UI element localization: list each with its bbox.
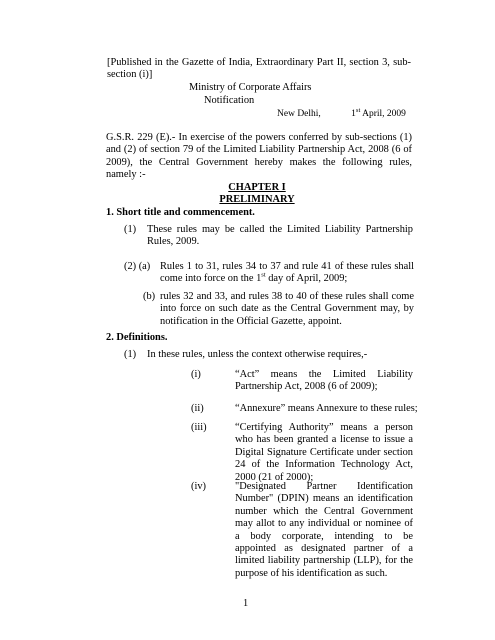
definition-number-2: (ii) (191, 403, 204, 414)
chapter-title: CHAPTER I (228, 182, 286, 193)
section-1-heading: 1. Short title and commencement. (106, 207, 255, 218)
chapter-subtitle: PRELIMINARY (219, 194, 295, 206)
place-name: New Delhi, (277, 109, 321, 119)
date-month-year: April, 2009 (360, 109, 406, 119)
s1-para-1-number: (1) (124, 224, 137, 235)
s1-para-1-text: These rules may be called the Limited Liability Partnership Rules, 2009. (147, 224, 413, 248)
ministry-name: Ministry of Corporate Affairs (189, 82, 312, 93)
definition-text-1: “Act” means the Limited Liability Partnership Act, 2008 (6 of 2009); (235, 369, 413, 393)
definition-number-1: (i) (191, 369, 201, 380)
published-note: [Published in the Gazette of India, Extraordinary Part II, section 3, sub-section (i)] (107, 57, 411, 81)
preamble-paragraph: G.S.R. 229 (E).- In exercise of the powers conferred by sub-sections (1) and (2) of section 79 of the Limited Liability Partnership Act, 2008 (6 of 2009), the Central Government hereby makes the following rules, namely :- (106, 132, 412, 181)
definition-number-3: (iii) (191, 422, 207, 433)
s1-para-2a-text: Rules 1 to 31, rules 34 to 37 and rule 41 of these rules shall come into force on the 1st day of April, 2009; (160, 261, 414, 285)
dateline (277, 108, 406, 120)
date-suffix: st (355, 106, 361, 114)
definition-number-4: (iv) (191, 481, 207, 492)
definition-text-3: “Certifying Authority” means a person who has been granted a license to issue a Digital Signature Certificate under section 24 of the Information Technology Act, 2000 (21 of 2000); (235, 422, 413, 483)
s1-para-2a-number: (2) (a) (124, 261, 151, 272)
section-2-heading: 2. Definitions. (106, 332, 168, 343)
notification-label: Notification (204, 95, 255, 106)
s2-para-1-number: (1) (124, 349, 137, 360)
s2-para-1-text: In these rules, unless the context otherwise requires,- (147, 349, 368, 360)
definition-text-4: "Designated Partner Identification Number" (DPIN) means an identification number which the Central Government may allot to any individual or nominee of a body corporate, intending to be appointed as designated partner of a limited liability partnership (LLP), for the purpose of his identification as such. (235, 481, 413, 579)
page-number: 1 (243, 598, 249, 609)
date-day: 1 (351, 109, 356, 119)
definition-text-2: “Annexure” means Annexure to these rules; (235, 403, 418, 414)
s1-para-2b-text: rules 32 and 33, and rules 38 to 40 of these rules shall come into force on such date as the Central Government may, by notification in the Official Gazette, appoint. (160, 291, 414, 327)
chapter-heading (208, 182, 306, 207)
s1-para-2b-number: (b) (143, 291, 156, 302)
